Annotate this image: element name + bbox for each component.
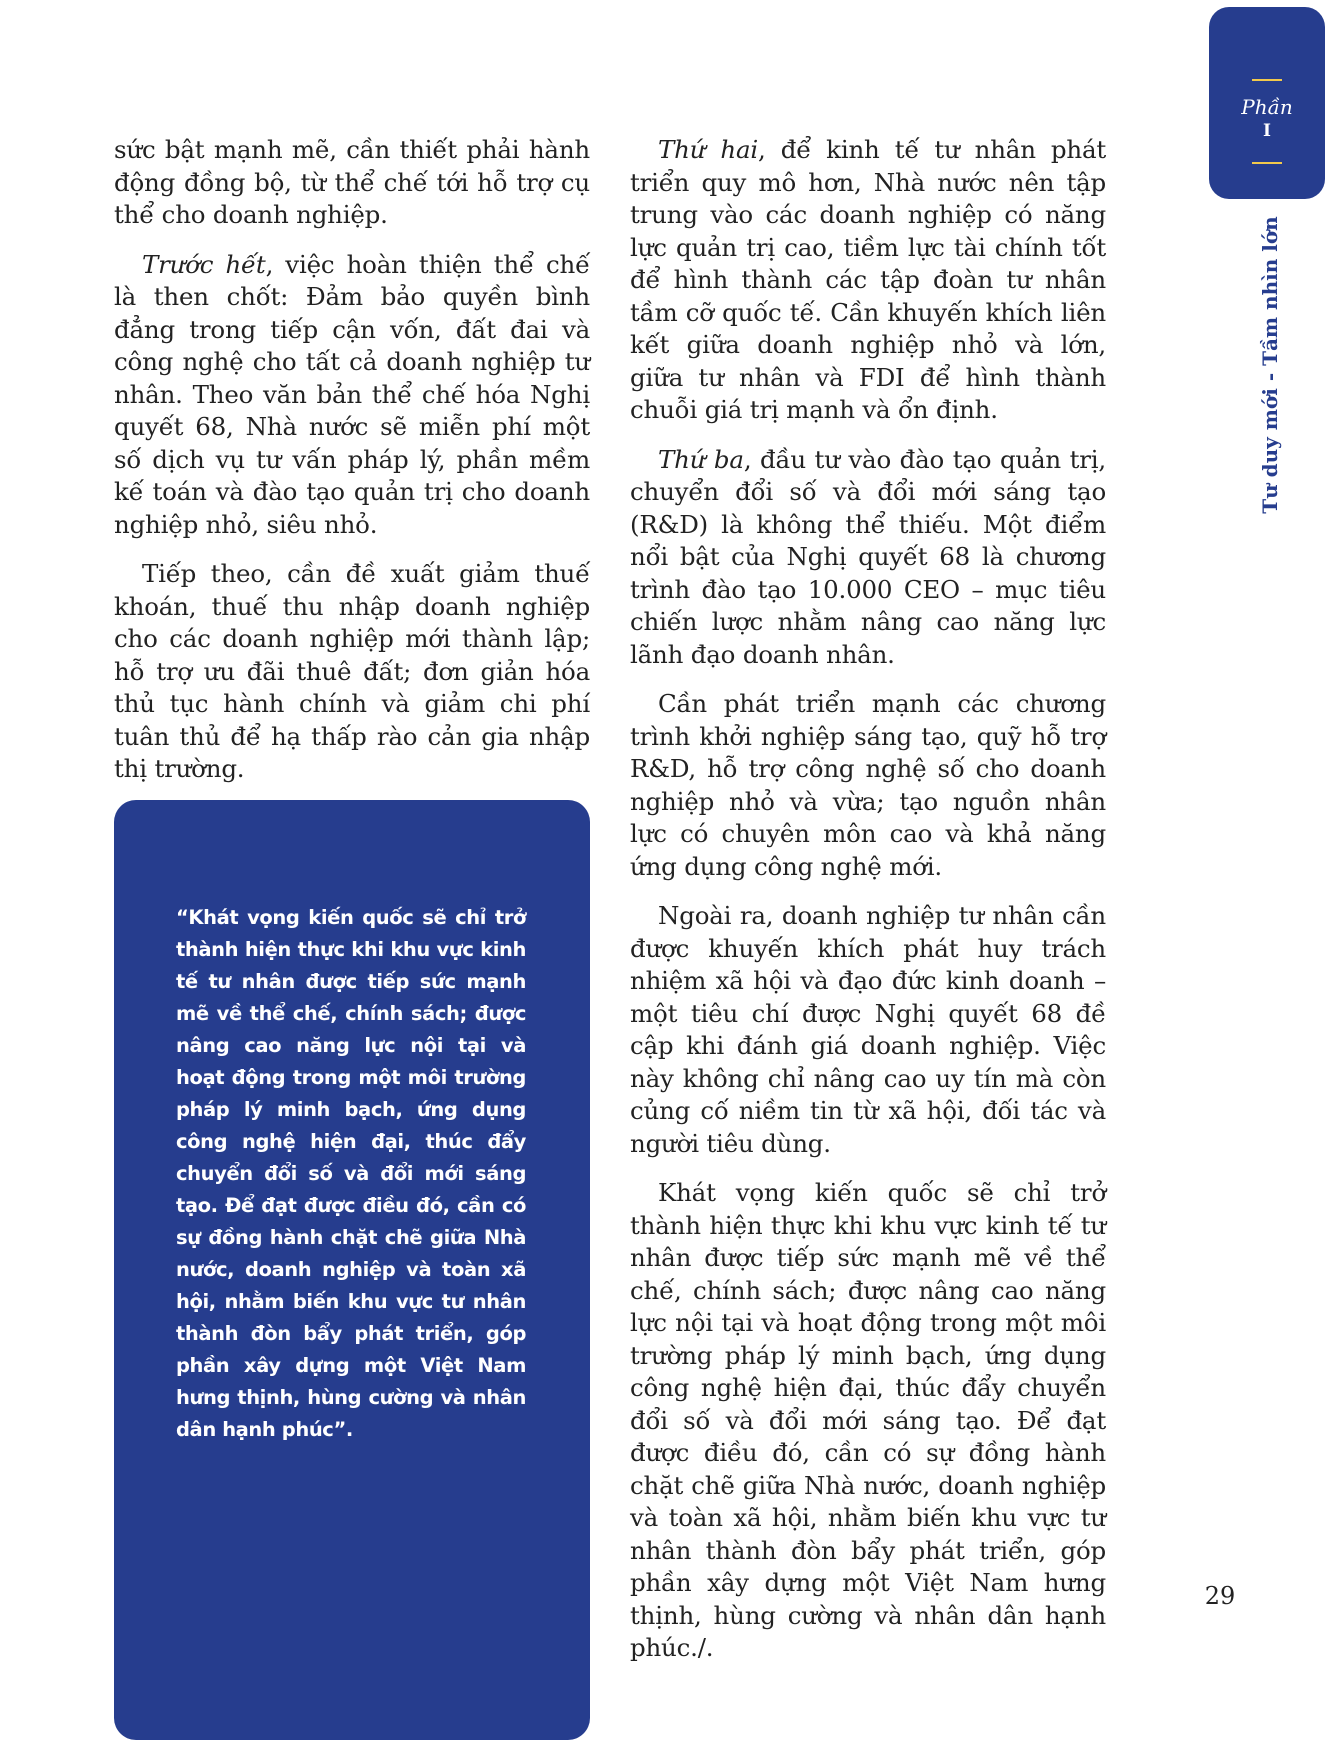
left-paragraph-1: sức bật mạnh mẽ, cần thiết phải hành động đồng bộ, từ thể chế tới hỗ trợ cụ thể cho doanh nghiệp. <box>114 135 590 229</box>
right-column <box>630 134 1106 1682</box>
pull-quote-text: “Khát vọng kiến quốc sẽ chỉ trở thành hiện thực khi khu vực kinh tế tư nhân được tiếp sức mạnh mẽ về thể chế, chính sách; được nâng cao năng lực nội tại và hoạt động trong một môi trường pháp lý minh bạch, ứng dụng công nghệ hiện đại, thúc đẩy chuyển đổi số và đổi mới sáng tạo. Để đạt được điều đó, cần có sự đồng hành chặt chẽ giữa Nhà nước, doanh nghiệp và toàn xã hội, nhằm biến khu vực tư nhân thành đòn bẩy phát triển, góp phần xây dựng một Việt Nam hưng thịnh, hùng cường và nhân dân hạnh phúc”. <box>176 906 526 1441</box>
page-number: 29 <box>1204 1582 1236 1610</box>
side-running-title-text: Tư duy mới - Tầm nhìn lớn <box>1258 216 1282 514</box>
left-paragraph-2-rest: , việc hoàn thiện thể chế là then chốt: Đảm bảo quyền bình đẳng trong tiếp cận vốn, đất đai và công nghệ cho tất cả doanh nghiệp tư nhân. Theo văn bản thể chế hóa Nghị quyết 68, Nhà nước sẽ miễn phí một số dịch vụ tư vấn pháp lý, phần mềm kế toán và đào tạo quản trị cho doanh nghiệp nhỏ, siêu nhỏ. <box>114 249 590 539</box>
right-paragraph-4: Ngoài ra, doanh nghiệp tư nhân cần được khuyến khích phát huy trách nhiệm xã hội và đạo đức kinh doanh – một tiêu chí được Nghị quyết 68 đề cập khi đánh giá doanh nghiệp. Việc này không chỉ nâng cao uy tín mà còn củng cố niềm tin từ xã hội, đối tác và người tiêu dùng. <box>630 901 1106 1158</box>
section-tab-word: Phần <box>1241 95 1293 119</box>
right-paragraph-5: Khát vọng kiến quốc sẽ chỉ trở thành hiện thực khi khu vực kinh tế tư nhân được tiếp sức mạnh mẽ về thể chế, chính sách; được nâng cao năng lực nội tại và hoạt động trong một môi trường pháp lý minh bạch, ứng dụng công nghệ hiện đại, thúc đẩy chuyển đổi số và đổi mới sáng tạo. Để đạt được điều đó, cần có sự đồng hành chặt chẽ giữa Nhà nước, doanh nghiệp và toàn xã hội, nhằm biến khu vực tư nhân thành đòn bẩy phát triển, góp phần xây dựng một Việt Nam hưng thịnh, hùng cường và nhân dân hạnh phúc./. <box>630 1178 1106 1662</box>
side-running-title <box>1255 216 1285 514</box>
pull-quote-box <box>114 800 590 1740</box>
right-paragraph-1-lead: Thứ hai <box>658 135 759 164</box>
left-column <box>114 134 590 803</box>
section-tab <box>1209 7 1325 199</box>
right-paragraph-1 <box>630 134 1106 427</box>
left-paragraph-2-lead: Trước hết <box>142 249 266 279</box>
left-paragraph-2 <box>114 249 590 542</box>
tab-divider-bottom <box>1252 162 1282 164</box>
right-paragraph-2-rest: , đầu tư vào đào tạo quản trị, chuyển đổi số và đổi mới sáng tạo (R&D) là không thể thiếu. Một điểm nổi bật của Nghị quyết 68 là chương trình đào tạo 10.000 CEO – mục tiêu chiến lược nhằm nâng cao năng lực lãnh đạo doanh nhân. <box>630 444 1107 669</box>
right-paragraph-2 <box>630 444 1106 672</box>
section-tab-numeral: I <box>1263 121 1271 141</box>
left-paragraph-3: Tiếp theo, cần đề xuất giảm thuế khoán, thuế thu nhập doanh nghiệp cho các doanh nghiệp mới thành lập; hỗ trợ ưu đãi thuê đất; đơn giản hóa thủ tục hành chính và giảm chi phí tuân thủ để hạ thấp rào cản gia nhập thị trường. <box>114 559 590 783</box>
right-paragraph-2-lead: Thứ ba <box>658 444 744 474</box>
tab-divider-top <box>1252 79 1282 81</box>
right-paragraph-3: Cần phát triển mạnh các chương trình khởi nghiệp sáng tạo, quỹ hỗ trợ R&D, hỗ trợ công nghệ số cho doanh nghiệp nhỏ và vừa; tạo nguồn nhân lực có chuyên môn cao và khả năng ứng dụng công nghệ mới. <box>630 689 1106 881</box>
right-paragraph-1-rest: , để kinh tế tư nhân phát triển quy mô hơn, Nhà nước nên tập trung vào các doanh nghiệp có năng lực quản trị cao, tiềm lực tài chính tốt để hình thành các tập đoàn tư nhân tầm cỡ quốc tế. Cần khuyến khích liên kết giữa doanh nghiệp nhỏ và lớn, giữa tư nhân và FDI để hình thành chuỗi giá trị mạnh và ổn định. <box>630 135 1106 424</box>
